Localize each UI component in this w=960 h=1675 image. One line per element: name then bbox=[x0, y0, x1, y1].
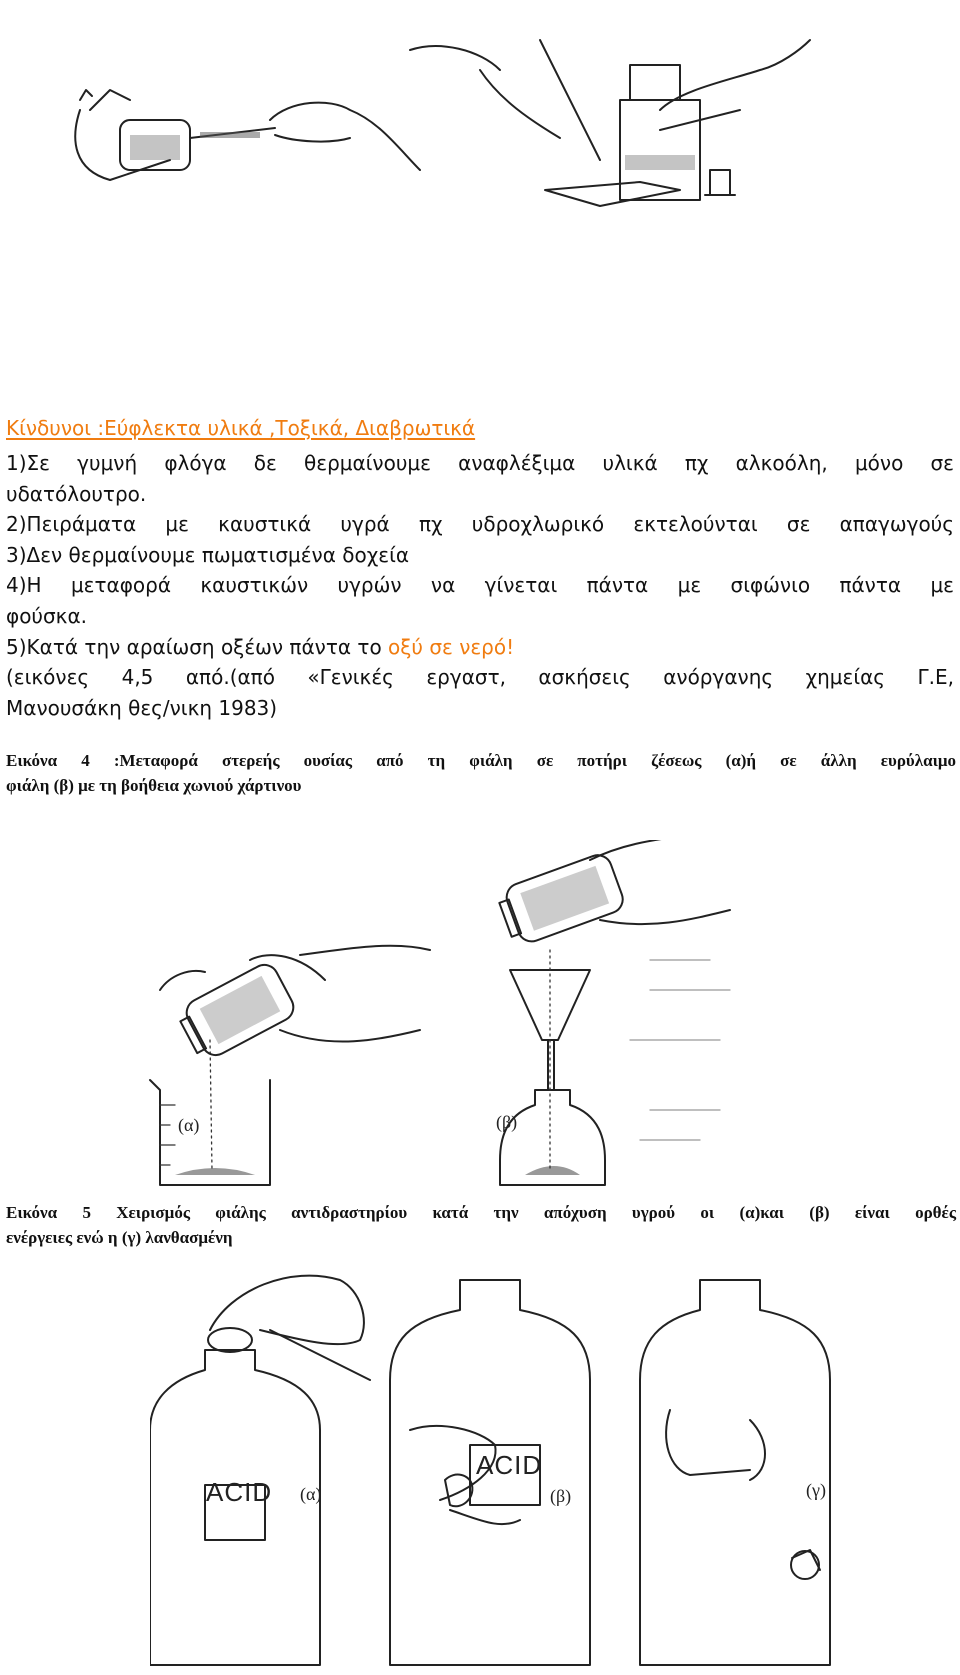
hazard-item-5-highlight: οξύ σε νερό! bbox=[388, 634, 515, 659]
figure5-bottle-label-a: ACID bbox=[206, 1477, 273, 1507]
figure5-label-c: (γ) bbox=[806, 1480, 826, 1500]
figure4-caption-line2: φιάλη (β) με τη βοήθεια χωνιού χάρτινου bbox=[6, 776, 302, 795]
hazard-item-4-cont: φούσκα. bbox=[6, 603, 88, 628]
figure5-label-b: (β) bbox=[550, 1486, 572, 1506]
top-illustration-spatula-transfer bbox=[40, 10, 820, 220]
hazard-item-5-text: 5)Κατά την αραίωση οξέων πάντα το bbox=[6, 634, 389, 659]
hazard-item-3: 3)Δεν θερμαίνουμε πωματισμένα δοχεία bbox=[6, 542, 410, 567]
hazards-heading: Κίνδυνοι :Εύφλεκτα υλικά ,Τοξικά, Διαβρωτικά bbox=[6, 416, 476, 440]
hazards-list bbox=[6, 448, 954, 723]
figure4-illustration bbox=[130, 840, 790, 1200]
hazard-item-1-cont: υδατόλουτρο. bbox=[6, 481, 147, 506]
hazard-item-2: 2)Πειράματα με καυστικά υγρά πχ υδροχλωρικό εκτελούνται σε απαγωγούς bbox=[6, 512, 954, 537]
source-reference-line1: (εικόνες 4,5 από.(από «Γενικές εργαστ, ασκήσεις ανόργανης χημείας Γ.Ε, bbox=[6, 665, 954, 690]
source-reference-line2: Μανουσάκη θες/νικη 1983) bbox=[6, 695, 278, 720]
figure5-caption-line2: ενέργειες ενώ η (γ) λανθασμένη bbox=[6, 1228, 233, 1247]
figure4-label-b: (β) bbox=[496, 1112, 518, 1132]
figure4-label-a: (α) bbox=[178, 1115, 200, 1135]
figure5-bottle-label-b: ACID bbox=[476, 1450, 543, 1480]
hazard-item-1: 1)Σε γυμνή φλόγα δε θερμαίνουμε αναφλέξιμα υλικά πχ αλκοόλη, μόνο σε bbox=[6, 451, 954, 475]
figure5-label-a: (α) bbox=[300, 1484, 322, 1504]
figure4-caption bbox=[6, 748, 956, 798]
hazard-item-4: 4)Η μεταφορά καυστικών υγρών να γίνεται πάντα με σιφώνιο πάντα με bbox=[6, 573, 954, 598]
figure5-caption bbox=[6, 1200, 956, 1250]
figure4-caption-line1: Εικόνα 4 :Μεταφορά στερεής ουσίας από τη φιάλη σε ποτήρι ζέσεως (α)ή σε άλλη ευρύλαιμο bbox=[6, 751, 956, 770]
figure5-caption-line1: Εικόνα 5 Χειρισμός φιάλης αντιδραστηρίου κατά την απόχυση υγρού οι (α)και (β) είναι ορθές bbox=[6, 1203, 956, 1222]
hazard-item-5 bbox=[6, 632, 954, 663]
